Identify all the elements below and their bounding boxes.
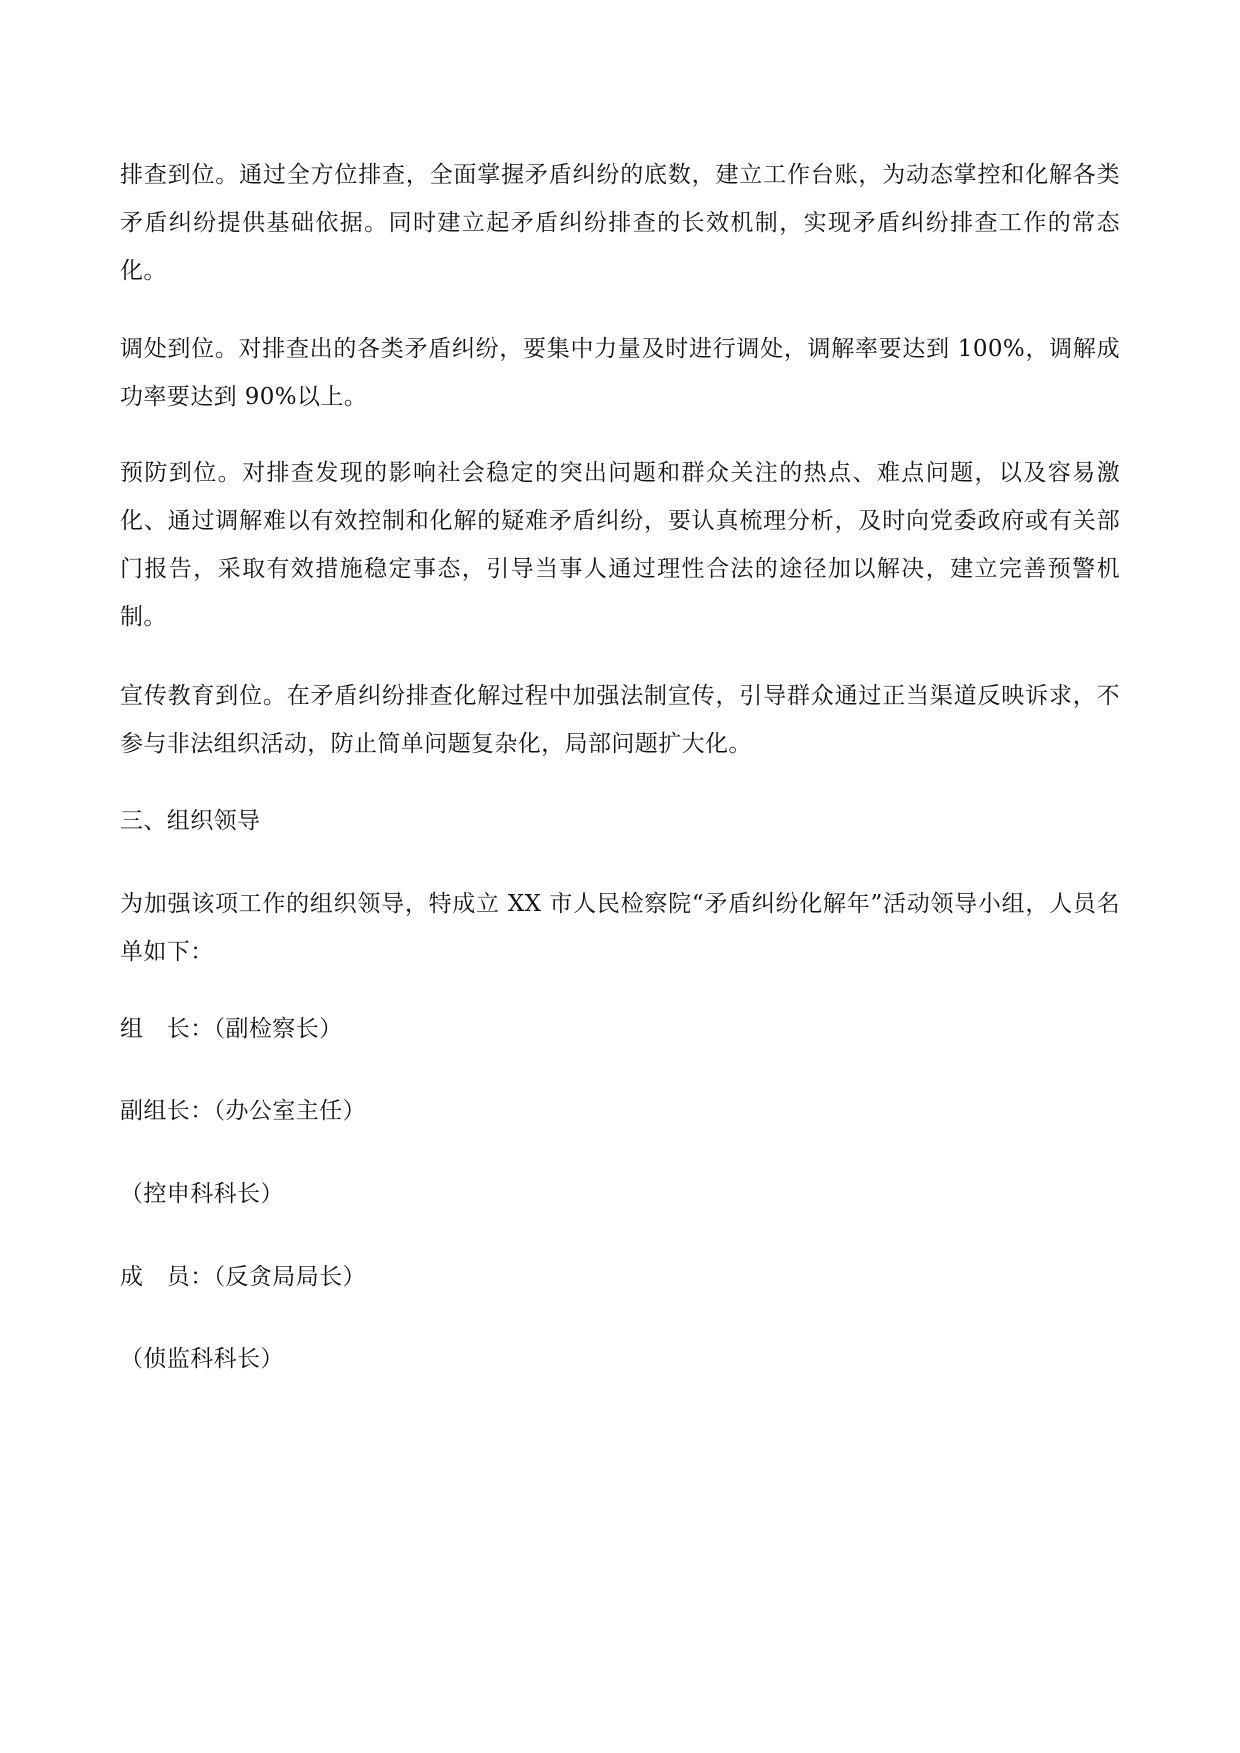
section-heading: 三、组织领导 — [120, 808, 261, 834]
paragraph-prevention: 预防到位。对排查发现的影响社会稳定的突出问题和群众关注的热点、难点问题，以及容易激化、通过调解难以有效控制和化解的疑难矛盾纠纷，要认真梳理分析，及时向党委政府或有关部门报告，采取有效措施稳定事态，引导当事人通过理性合法的途径加以解决，建立完善预警机制。 — [120, 460, 1120, 630]
member-line-deputy-leader: 副组长：（办公室主任） — [120, 1098, 366, 1124]
member-line-members-2: （侦监科科长） — [120, 1346, 284, 1372]
paragraph-education: 宣传教育到位。在矛盾纠纷排查化解过程中加强法制宣传，引导群众通过正当渠道反映诉求，不参与非法组织活动，防止简单问题复杂化，局部问题扩大化。 — [120, 683, 1120, 757]
member-line-members: 成 员：（反贪局局长） — [120, 1264, 366, 1290]
paragraph-intro: 为加强该项工作的组织领导，特成立 XX 市人民检察院“矛盾纠纷化解年”活动领导小组，人员名单如下： — [120, 891, 1120, 965]
member-line-deputy-leader-2: （控申科科长） — [120, 1181, 284, 1207]
paragraph-investigation: 排查到位。通过全方位排查，全面掌握矛盾纠纷的底数，建立工作台账，为动态掌控和化解各类矛盾纠纷提供基础依据。同时建立起矛盾纠纷排查的长效机制，实现矛盾纠纷排查工作的常态化。 — [120, 162, 1120, 284]
paragraph-mediation: 调处到位。对排查出的各类矛盾纠纷，要集中力量及时进行调处，调解率要达到 100%，调解成功率要达到 90%以上。 — [120, 336, 1120, 410]
member-line-leader: 组 长：（副检察长） — [120, 1016, 343, 1042]
